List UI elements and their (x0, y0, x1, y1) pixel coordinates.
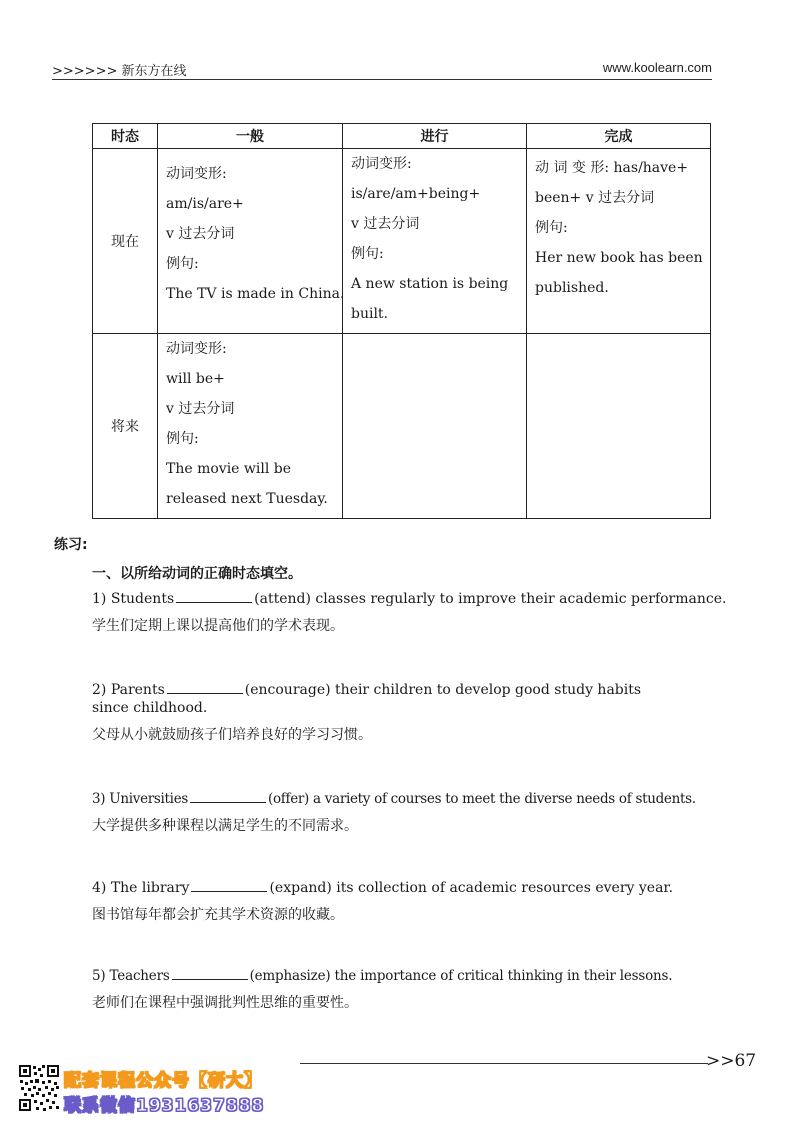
question-number: 3) Universities (92, 791, 189, 807)
question-translation: 学生们定期上课以提高他们的学术表现。 (92, 618, 344, 634)
question-translation: 大学提供多种课程以满足学生的不同需求。 (92, 818, 358, 834)
exercise-title: 练习: (54, 537, 88, 553)
question-text: (emphasize) the importance of critical thinking in their lessons. (249, 968, 673, 984)
cell-present-progressive (343, 149, 527, 334)
question-number: 5) Teachers (92, 968, 170, 984)
question-1 (92, 588, 726, 635)
cell-line: v 过去分词 (166, 401, 235, 417)
question-text: (offer) a variety of courses to meet the diverse needs of students. (268, 791, 696, 807)
page-header (52, 60, 712, 78)
exercise-subtitle: 一、以所给动词的正确时态填空。 (92, 566, 302, 582)
cell-line: is/are/am+being+ (351, 186, 481, 202)
promo-line-2: 联系微信1931637888 (64, 1096, 265, 1116)
answer-blank[interactable] (176, 588, 252, 603)
qr-code-icon (18, 1064, 60, 1112)
page-number: >>67 (706, 1051, 757, 1071)
cell-line: built. (351, 306, 389, 322)
footer-divider (300, 1063, 708, 1064)
cell-line: published. (535, 280, 609, 296)
answer-blank[interactable] (190, 788, 266, 803)
question-4 (92, 877, 673, 924)
row-label-future: 将来 (93, 334, 158, 519)
cell-line: 例句: (166, 256, 199, 272)
header-tense: 时态 (93, 124, 158, 149)
cell-line: 动词变形: (351, 156, 412, 172)
question-translation: 图书馆每年都会扩充其学术资源的收藏。 (92, 907, 344, 923)
table-header-row (93, 124, 711, 149)
cell-present-perfect (527, 149, 711, 334)
cell-future-progressive (343, 334, 527, 519)
question-translation: 老师们在课程中强调批判性思维的重要性。 (92, 995, 358, 1011)
question-translation: 父母从小就鼓励孩子们培养良好的学习习惯。 (92, 727, 372, 743)
cell-line: been+ v 过去分词 (535, 190, 655, 206)
question-2 (92, 679, 672, 744)
answer-blank[interactable] (167, 679, 243, 694)
cell-line: 例句: (351, 246, 384, 262)
question-number: 2) Parents (92, 682, 165, 698)
question-number: 1) Students (92, 591, 175, 607)
cell-line: Her new book has been (535, 250, 703, 266)
header-url: www.koolearn.com (602, 60, 712, 75)
table-row-present (93, 149, 711, 334)
answer-blank[interactable] (191, 877, 267, 892)
cell-future-perfect (527, 334, 711, 519)
cell-line: 例句: (535, 220, 568, 236)
cell-line: 动词变形: (166, 341, 227, 357)
cell-line: 动 词 变 形: has/have+ (535, 160, 689, 176)
cell-line: v 过去分词 (166, 226, 235, 242)
question-number: 4) The library (92, 880, 190, 896)
question-3 (92, 788, 696, 835)
header-divider (52, 79, 712, 80)
answer-blank[interactable] (172, 965, 248, 980)
question-text: (encourage) their children to develop good study habits since childhood. (92, 682, 642, 716)
table-row-future (93, 334, 711, 519)
header-perfect: 完成 (527, 124, 711, 149)
promo-line-1: 配套课程公众号【研大】 (64, 1071, 262, 1091)
header-simple: 一般 (158, 124, 343, 149)
cell-line: released next Tuesday. (166, 491, 328, 507)
question-5 (92, 965, 672, 1012)
tense-table (92, 123, 711, 519)
row-label-present: 现在 (93, 149, 158, 334)
cell-line: v 过去分词 (351, 216, 420, 232)
cell-line: The movie will be (166, 461, 292, 477)
question-text: (attend) classes regularly to improve their academic performance. (254, 591, 727, 607)
cell-line: 动词变形: (166, 166, 227, 182)
question-text: (expand) its collection of academic resources every year. (269, 880, 674, 896)
cell-line: will be+ (166, 371, 225, 387)
cell-line: 例句: (166, 431, 199, 447)
header-progressive: 进行 (343, 124, 527, 149)
cell-present-simple (158, 149, 343, 334)
cell-line: The TV is made in China. (166, 286, 345, 302)
cell-line: A new station is being (351, 276, 509, 292)
header-brand: >>>>>> 新东方在线 (52, 64, 187, 79)
cell-line: am/is/are+ (166, 196, 244, 212)
cell-future-simple (158, 334, 343, 519)
